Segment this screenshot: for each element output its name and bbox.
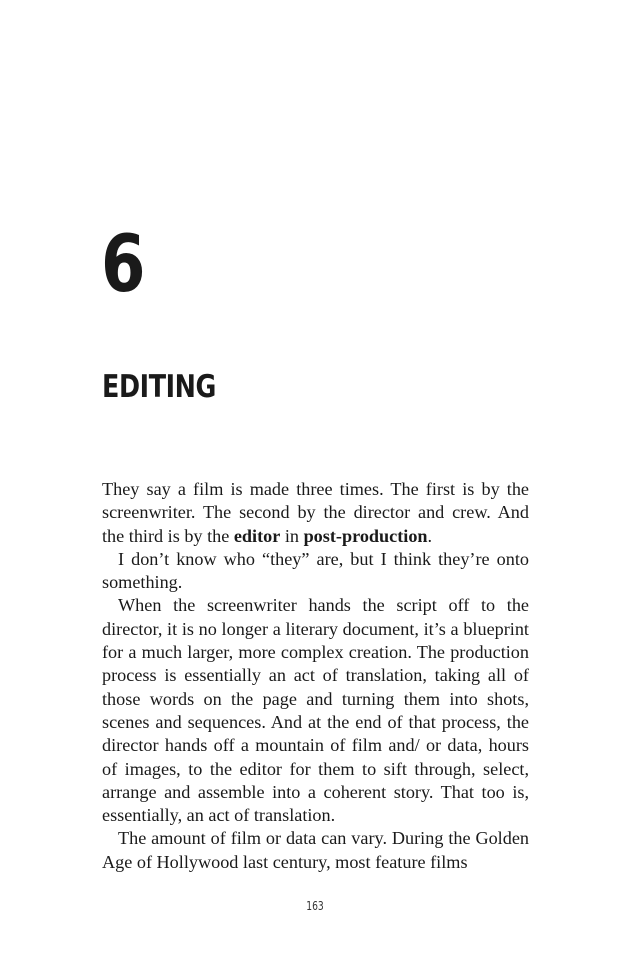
paragraph-translation: When the screenwriter hands the script off to the director, it is no longer a literary document, it’s a blueprint for a much larger, more complex creation. The production process is essentially an act of translation, taking all of those words on the page and turning them into shots, scenes and sequences. And at the end of that process, the director hands off a mountain of film and/ or data, hours of images, to the editor for them to sift through, select, arrange and assemble into a coherent story. That too is, essentially, an act of translation. (102, 595, 529, 826)
chapter-title: EDITING (102, 369, 216, 405)
term-post-production: post-production (303, 525, 428, 546)
body-text (102, 478, 529, 874)
paragraph-intro-text: They say a film is made three times. The first is by the screenwriter. The second by the director and crew. And the third is by the (102, 479, 529, 546)
paragraph-intro-connector: in (280, 525, 304, 546)
paragraph-they: I don’t know who “they” are, but I think they’re onto something. (102, 548, 529, 593)
paragraph-amount: The amount of film or data can vary. During the Golden Age of Hollywood last century, most feature films (102, 828, 529, 872)
paragraph-intro-end: . (427, 525, 433, 546)
page-number: 163 (306, 899, 324, 913)
term-editor: editor (233, 525, 281, 546)
paragraph-intro (102, 478, 529, 548)
chapter-number: 6 (101, 220, 144, 310)
